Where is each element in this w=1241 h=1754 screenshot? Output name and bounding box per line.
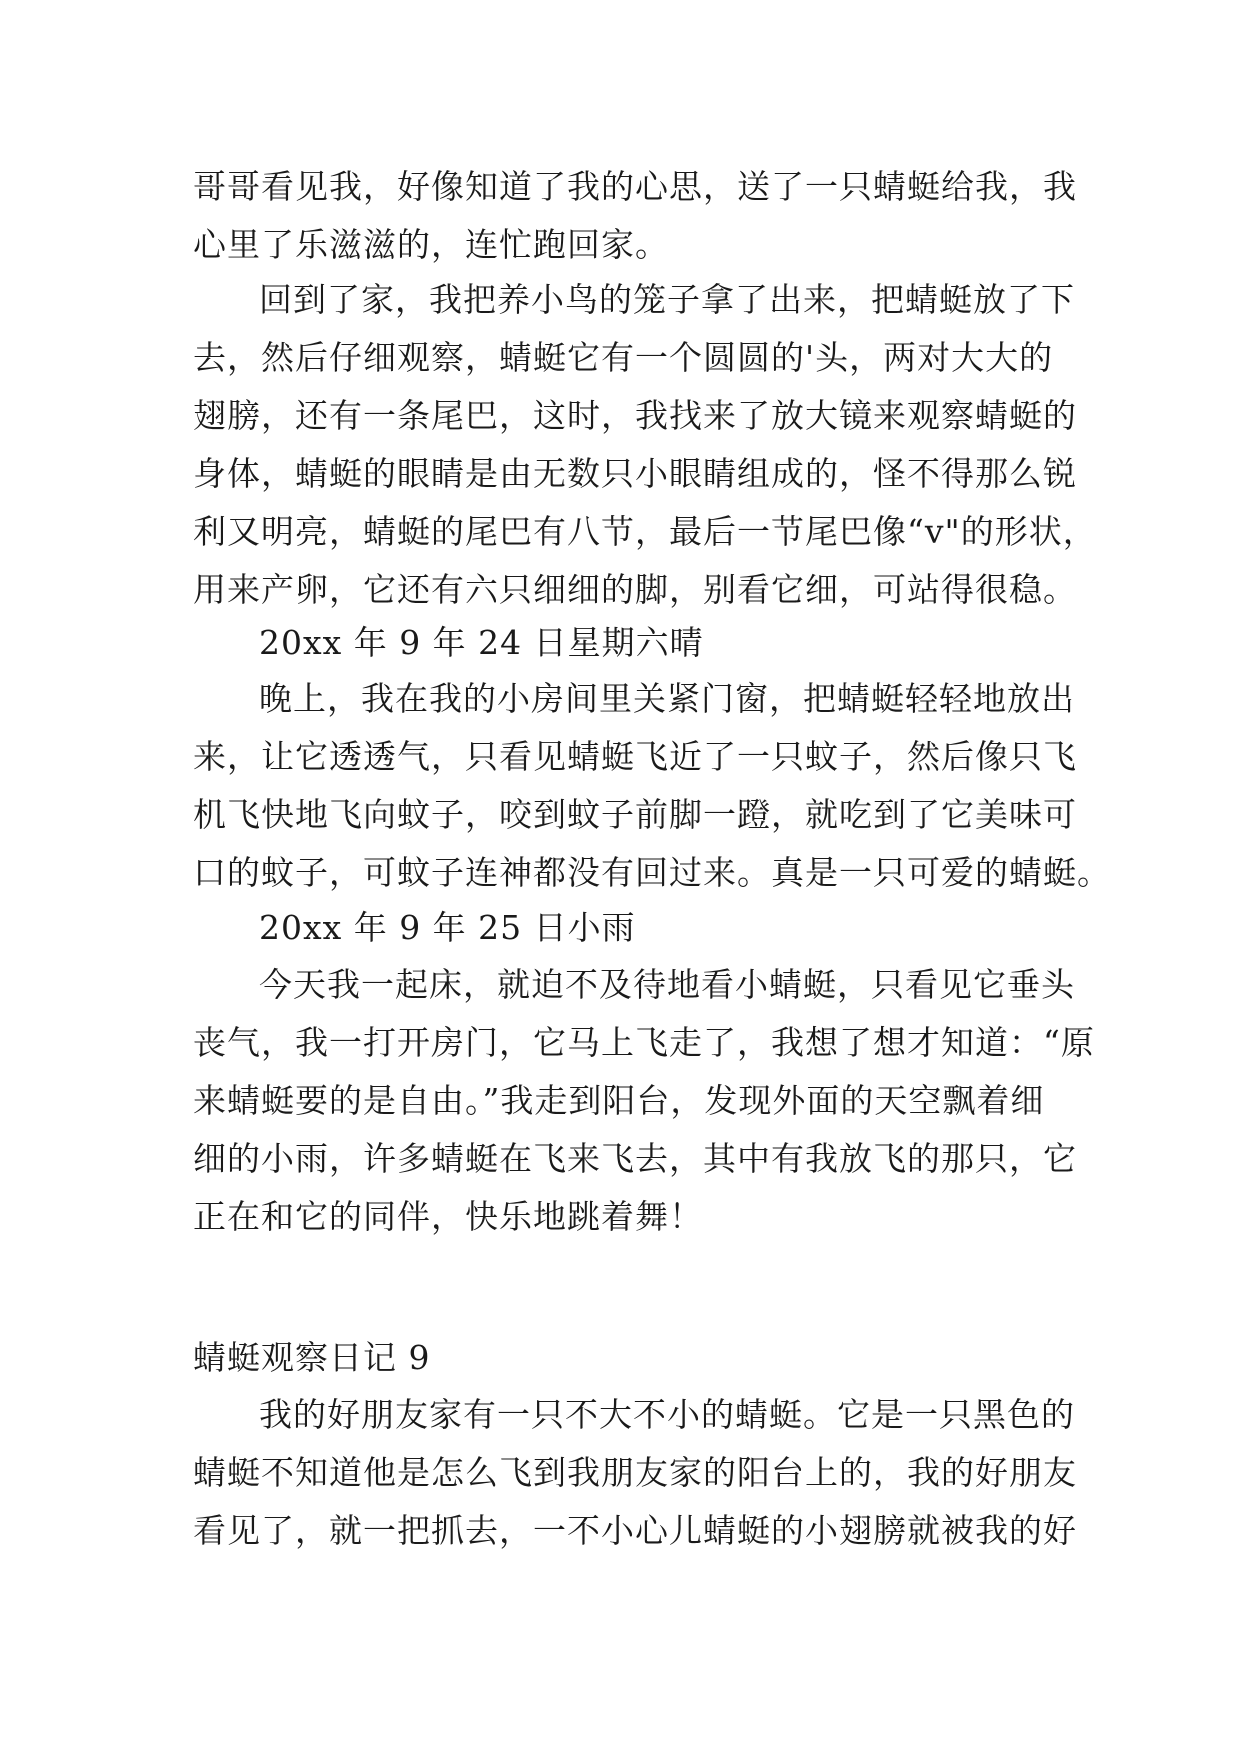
date-line: 20xx 年 9 年 24 日星期六晴	[259, 623, 704, 662]
text-line: 用来产卵，它还有六只细细的脚，别看它细，可站得很稳。	[193, 570, 1077, 609]
text-line: 看见了，就一把抓去，一不小心儿蜻蜓的小翅膀就被我的好	[193, 1511, 1077, 1550]
paragraph-4	[193, 956, 1095, 1246]
text-line: 机飞快地飞向蚊子，咬到蚊子前脚一蹬，就吃到了它美味可	[193, 795, 1077, 834]
text-line: 丧气，我一打开房门，它马上飞走了，我想了想才知道：“原	[193, 1023, 1095, 1062]
paragraph-3	[193, 670, 1111, 902]
text-line: 心里了乐滋滋的，连忙跑回家。	[193, 225, 669, 264]
text-line: 我的好朋友家有一只不大不小的蜻蜓。它是一只黑色的	[259, 1395, 1075, 1434]
text-line: 来，让它透透气，只看见蜻蜓飞近了一只蚊子，然后像只飞	[193, 737, 1077, 776]
text-line: 来蜻蜓要的是自由。”我走到阳台，发现外面的天空飘着细	[193, 1081, 1045, 1120]
text-line: 回到了家，我把养小鸟的笼子拿了出来，把蜻蜓放了下	[259, 280, 1075, 319]
text-line: 翅膀，还有一条尾巴，这时，我找来了放大镜来观察蜻蜓的	[193, 396, 1077, 435]
text-line: 晚上，我在我的小房间里关紧门窗，把蜻蜓轻轻地放出	[259, 679, 1075, 718]
text-line: 利又明亮，蜻蜓的尾巴有八节，最后一节尾巴像“v"的形状，	[193, 512, 1097, 551]
text-line: 今天我一起床，就迫不及待地看小蜻蜓，只看见它垂头	[259, 965, 1075, 1004]
text-line: 蜻蜓不知道他是怎么飞到我朋友家的阳台上的，我的好朋友	[193, 1453, 1077, 1492]
date-line: 20xx 年 9 年 25 日小雨	[259, 908, 636, 947]
section-heading: 蜻蜓观察日记 9	[193, 1338, 431, 1377]
text-line: 口的蚊子，可蚊子连神都没有回过来。真是一只可爱的蜻蜓。	[193, 853, 1111, 892]
text-line: 正在和它的同伴，快乐地跳着舞！	[193, 1197, 703, 1236]
text-line: 细的小雨，许多蜻蜓在飞来飞去，其中有我放飞的那只，它	[193, 1139, 1077, 1178]
paragraph-2	[193, 271, 1097, 619]
date-heading-1	[193, 614, 1063, 672]
paragraph-1	[193, 158, 1077, 274]
date-heading-2	[193, 899, 1063, 957]
text-line: 身体，蜻蜓的眼睛是由无数只小眼睛组成的，怪不得那么锐	[193, 454, 1077, 493]
paragraph-5	[193, 1386, 1077, 1560]
text-line: 哥哥看见我，好像知道了我的心思，送了一只蜻蜓给我，我	[193, 167, 1077, 206]
text-line: 去，然后仔细观察，蜻蜓它有一个圆圆的'头，两对大大的	[193, 338, 1054, 377]
section-title	[193, 1329, 1063, 1387]
